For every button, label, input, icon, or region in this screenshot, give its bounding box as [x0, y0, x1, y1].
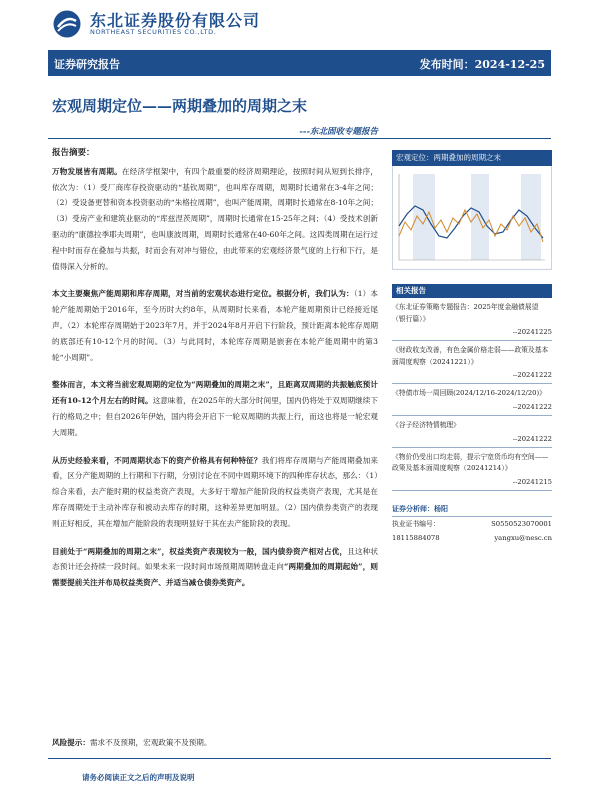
header-bar — [48, 50, 551, 76]
summary-paragraph-2 — [52, 286, 378, 365]
analyst-name: 证券分析师：杨阳 — [392, 503, 552, 518]
cert-number: S0550523070001 — [491, 520, 552, 529]
cert-row — [392, 519, 552, 531]
related-report-link[interactable]: 《财政收支改善，有色金属价格走弱——政策及基本面周度观察（20241221）》 — [392, 346, 549, 366]
publish-date: 发布时间：2024-12-25 — [419, 58, 545, 71]
related-report-date: --20241215 — [392, 477, 552, 491]
related-reports-title: 相关报告 — [392, 284, 552, 298]
p5-end: “两期叠加的周期起始”，则需要提前关注并布局权益类资产、并适当减仓债券类资产。 — [52, 562, 378, 588]
p4-body: 我们将库存周期与产能周期叠加来看，区分产能周期的上行期和下行期，分别讨论在不同中周期环境下的四种库存状态，那么：（1）综合来看，去产能时期的权益类资产表现，大多好于增加产能阶段的权益类资产表现，尤其是在库存周期处于主动补库存和被动去库存的时期，这种差异更加明显。（2）国内债券类资产的表现则正好相反，其在增加产能阶段的表现明显好于其在去产能阶段的表现。 — [52, 455, 379, 528]
analyst-info — [392, 503, 552, 545]
footer-divider — [48, 758, 551, 759]
related-report-link[interactable]: 《特债市场一周回顾(2024/12/16-2024/12/20)》 — [392, 389, 546, 398]
summary-paragraph-5 — [52, 544, 378, 591]
p5-lead: 目前处于“两期叠加的周期之末”，权益类资产表现较为一般，国内债券资产相对占优， — [52, 546, 348, 556]
related-report-date: --20241222 — [392, 402, 552, 416]
p2-lead: 本文主要聚焦产能周期和库存周期，对当前的宏观状态进行定位。根据分析，我们认为： — [52, 289, 354, 299]
related-report-date: --20241222 — [392, 370, 552, 384]
analyst-phone: 18115884078 — [392, 533, 440, 542]
risk-text: 需求不及预期，宏观政策不及预期。 — [89, 738, 212, 747]
related-report-link[interactable]: 《东北证券策略专题报告：2025年度金融债展望（银行篇）》 — [392, 303, 539, 323]
company-name-cn: 东北证券股份有限公司 — [90, 11, 261, 30]
page-title: 宏观周期定位——两期叠加的周期之末 — [52, 97, 308, 115]
cycle-chart — [392, 166, 552, 270]
summary-paragraph-3 — [52, 377, 378, 440]
p3-body: 这意味着，在2025年的大部分时间里，国内仍将处于双周期继续下行的格局之中；但自2026年伊始，国内将会开启下一轮双周期的共振上行，而这也将是一轮宏观大周期。 — [52, 396, 378, 437]
shade-band-2 — [471, 174, 489, 260]
cert-label: 执业证书编号： — [392, 520, 440, 529]
report-summary — [52, 146, 378, 603]
chart-title: 宏观定位：两期叠加的周期之末 — [392, 150, 552, 166]
summary-heading: 报告摘要： — [52, 148, 95, 158]
cycle-chart-graphic — [393, 166, 551, 268]
page-subtitle: ---东北固收专题报告 — [299, 127, 378, 137]
related-report-date: --20241222 — [392, 434, 552, 448]
report-type: 证券研究报告 — [54, 58, 120, 71]
p1-lead: 万物发展皆有周期。 — [52, 166, 122, 176]
related-report-link[interactable]: 《谷子经济特情梳理》 — [392, 420, 460, 429]
related-report-link[interactable]: 《物价仍受出口均走弱，提示宁宽货币均有空间——政策及基本面周度观察（20241214）》 — [392, 452, 549, 473]
p1-body: 在经济学框架中，有四个最重要的经济周期理论，按照时间从短到长排序，依次为：（1）受厂商库存投资驱动的“基钦周期”，也叫库存周期，周期时长通常在3-4年之间；（2）受设备更替和资本投资驱动的“朱格拉周期”，也叫产能周期，周期时长通常在8-10年之间；（3）受房产业和建筑业驱动的“库兹涅茨周期”，周期时长通常在15-25年之间；（4）受技术创新驱动的“康德拉季耶夫周期”，也叫康波周期，周期时长通常在40-60年之间。这四类周期在运行过程中时而存在叠加与共振，时而会有对冲与错位，由此带来的宏观经济景气度的上行和下行，是值得深入分析的。 — [52, 166, 379, 271]
summary-paragraph-4 — [52, 453, 378, 532]
related-report-date: --20241225 — [392, 327, 552, 341]
contact-row — [392, 533, 552, 545]
analyst-email[interactable]: yangxu@nesc.cn — [494, 533, 552, 542]
company-logo — [52, 8, 282, 42]
related-reports-list — [392, 302, 552, 491]
p4-lead: 从历史经验来看，不同周期状态下的资产价格具有何种特征？ — [52, 455, 262, 465]
company-logo-icon — [52, 9, 82, 39]
footer-disclaimer: 请务必阅读正文之后的声明及说明 — [82, 773, 195, 782]
risk-label: 风险提示： — [52, 738, 90, 747]
shade-band-3 — [521, 174, 541, 260]
company-name-en: NORTHEAST SECURITIES CO.,LTD. — [90, 28, 217, 36]
p3-lead: 整体而言，本文将当前宏观周期的定位为“两期叠加的周期之末”，且距离双周期的共振触底预计还有10-12个月左右的时间。 — [52, 380, 378, 406]
p5-mid: 且这种状态预计还会持续一段时间。如果未来一段时间市场预期周期转盘走向 — [52, 546, 379, 572]
p2-body: （1）本轮产能周期始于2016年，至今历时大约8年，从周期时长来看，本轮产能周期预计已经接近尾声。（2）本轮库存周期始于2023年7月，并于2024年8月开启下行阶段，预计距离本轮库存周期的底部还有10-12个月的时间。（3）与此同时，本轮库存周期是嵌套在本轮产能周期中的第3轮“小周期”。 — [52, 289, 379, 362]
summary-paragraph-1 — [52, 164, 378, 275]
title-divider — [48, 138, 551, 139]
risk-warning — [52, 737, 211, 748]
sidebar — [392, 150, 552, 544]
